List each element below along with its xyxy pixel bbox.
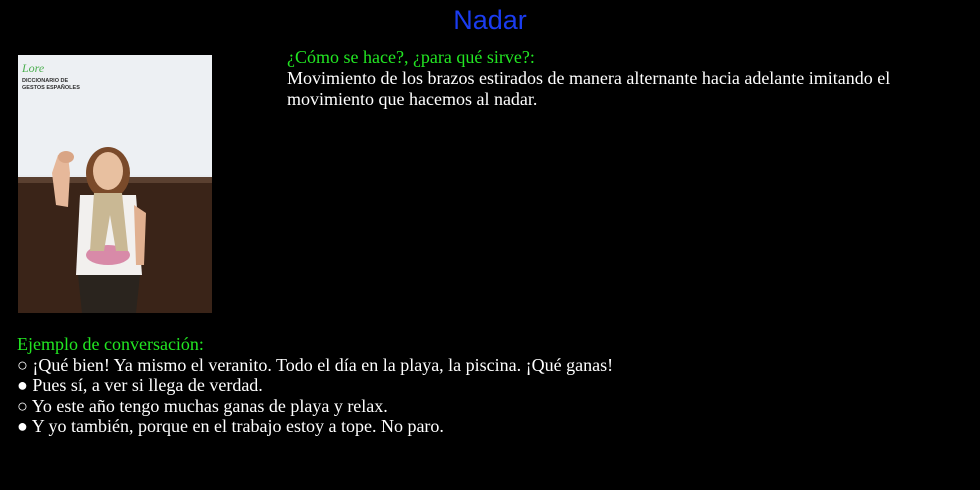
logo-line2: GESTOS ESPAÑOLES (22, 85, 80, 91)
speaker-b-marker: ● (17, 375, 28, 395)
conversation-heading: Ejemplo de conversación: (17, 334, 204, 354)
conversation-line (17, 416, 967, 437)
speaker-a-marker: ○ (17, 354, 28, 375)
conversation-block (17, 334, 967, 437)
conversation-line-text: Y yo también, porque en el trabajo estoy a tope. No paro. (31, 416, 444, 436)
gesture-photo (18, 55, 212, 313)
speaker-b-marker: ● (17, 416, 28, 436)
conversation-line (17, 396, 967, 417)
conversation-line-text: Pues sí, a ver si llega de verdad. (32, 375, 263, 395)
conversation-line (17, 375, 967, 396)
page-title: Nadar (453, 5, 527, 35)
conversation-line (17, 355, 967, 376)
description-text: Movimiento de los brazos estirados de manera alternante hacia adelante imitando el movimiento que hacemos al nadar. (287, 68, 891, 109)
speaker-a-marker: ○ (17, 395, 28, 416)
conversation-line-text: Yo este año tengo muchas ganas de playa y relax. (31, 395, 388, 416)
logo-script: Lore (22, 61, 45, 75)
logo-line1: DICCIONARIO DE (22, 78, 69, 84)
description-heading: ¿Cómo se hace?, ¿para qué sirve?: (287, 47, 535, 67)
conversation-line-text: ¡Qué bien! Ya mismo el veranito. Todo el día en la playa, la piscina. ¡Qué ganas! (32, 354, 614, 375)
description-block (287, 47, 967, 110)
